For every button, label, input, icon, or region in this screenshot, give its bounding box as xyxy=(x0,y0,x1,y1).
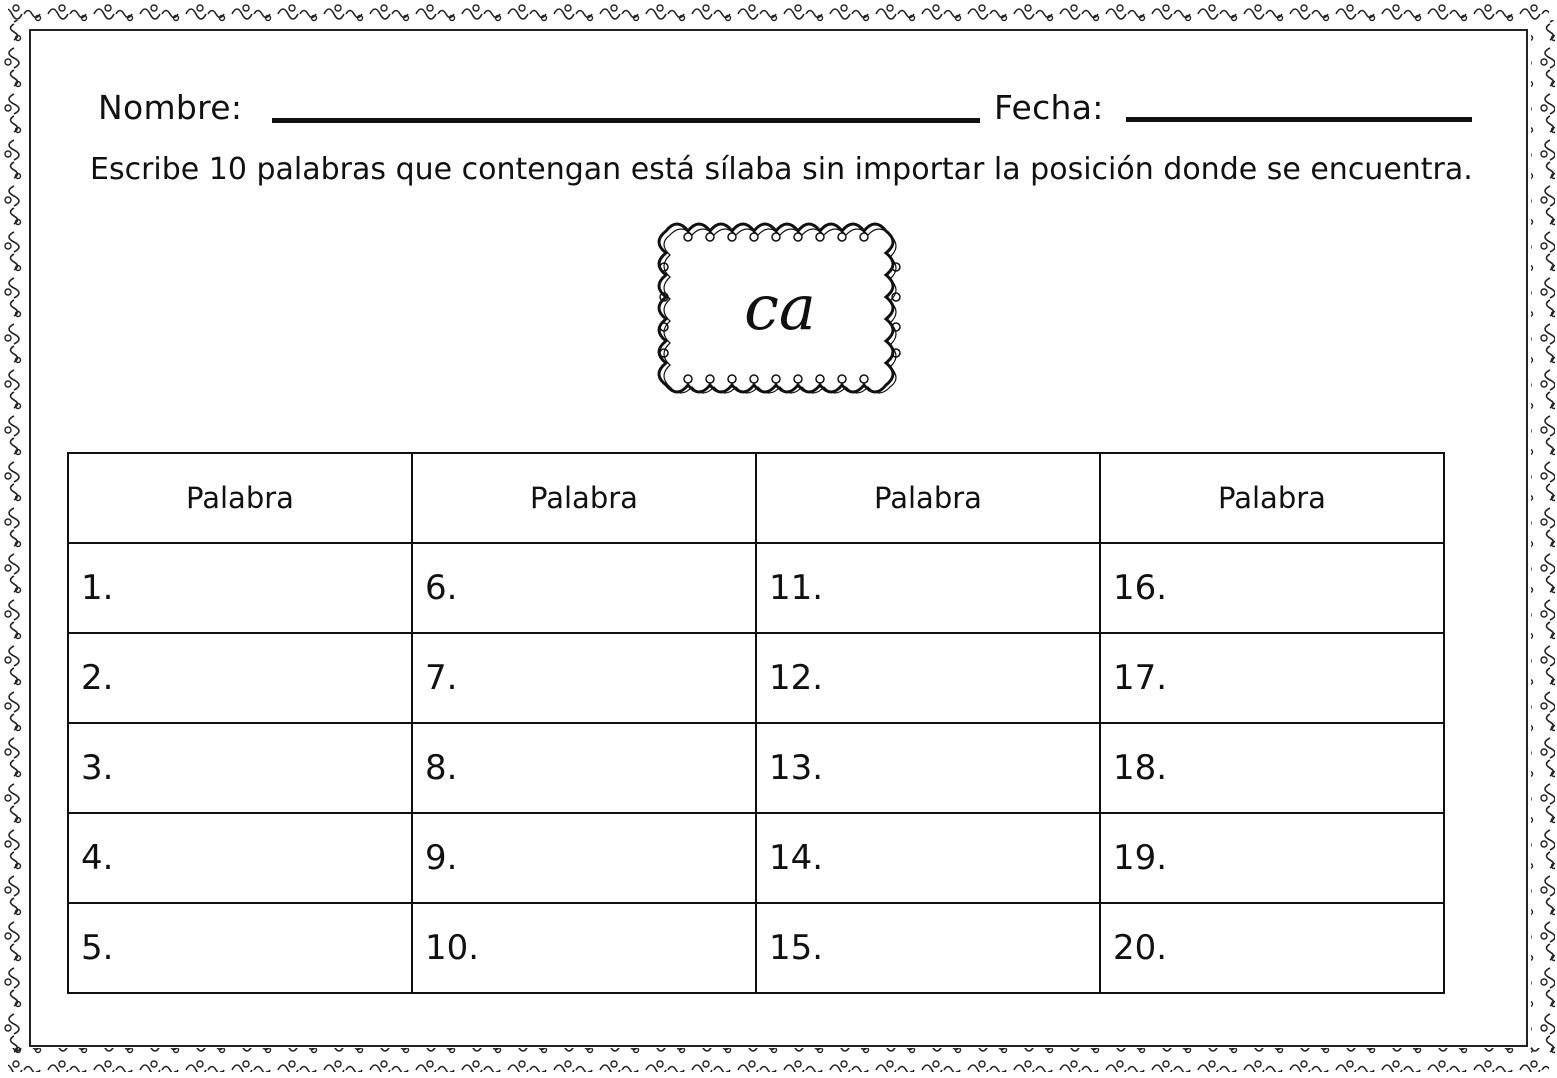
word-cell[interactable]: 8. xyxy=(412,723,756,813)
word-cell[interactable]: 16. xyxy=(1100,543,1444,633)
syllable-badge xyxy=(646,213,914,399)
table-row xyxy=(68,723,1444,813)
table-row xyxy=(68,543,1444,633)
date-field[interactable] xyxy=(1126,117,1472,122)
table-header-row xyxy=(68,453,1444,543)
word-cell[interactable]: 20. xyxy=(1100,903,1444,993)
word-cell[interactable]: 6. xyxy=(412,543,756,633)
word-cell[interactable]: 19. xyxy=(1100,813,1444,903)
syllable-text: ca xyxy=(744,271,816,344)
column-header: Palabra xyxy=(756,453,1100,543)
name-label: Nombre: xyxy=(98,88,243,127)
word-cell[interactable]: 13. xyxy=(756,723,1100,813)
word-cell[interactable]: 5. xyxy=(68,903,412,993)
word-cell[interactable]: 17. xyxy=(1100,633,1444,723)
word-cell[interactable]: 9. xyxy=(412,813,756,903)
word-cell[interactable]: 15. xyxy=(756,903,1100,993)
word-cell[interactable]: 10. xyxy=(412,903,756,993)
word-cell[interactable]: 3. xyxy=(68,723,412,813)
name-field[interactable] xyxy=(272,118,980,123)
word-cell[interactable]: 18. xyxy=(1100,723,1444,813)
word-cell[interactable]: 4. xyxy=(68,813,412,903)
table-row xyxy=(68,903,1444,993)
table-row xyxy=(68,633,1444,723)
table-row xyxy=(68,813,1444,903)
column-header: Palabra xyxy=(68,453,412,543)
word-cell[interactable]: 12. xyxy=(756,633,1100,723)
word-cell[interactable]: 11. xyxy=(756,543,1100,633)
word-cell[interactable]: 14. xyxy=(756,813,1100,903)
date-label: Fecha: xyxy=(994,88,1104,127)
word-table xyxy=(67,452,1445,994)
column-header: Palabra xyxy=(412,453,756,543)
word-cell[interactable]: 2. xyxy=(68,633,412,723)
word-cell[interactable]: 7. xyxy=(412,633,756,723)
instruction-text: Escribe 10 palabras que contengan está sílaba sin importar la posición donde se encuentra. xyxy=(90,152,1473,187)
column-header: Palabra xyxy=(1100,453,1444,543)
word-cell[interactable]: 1. xyxy=(68,543,412,633)
